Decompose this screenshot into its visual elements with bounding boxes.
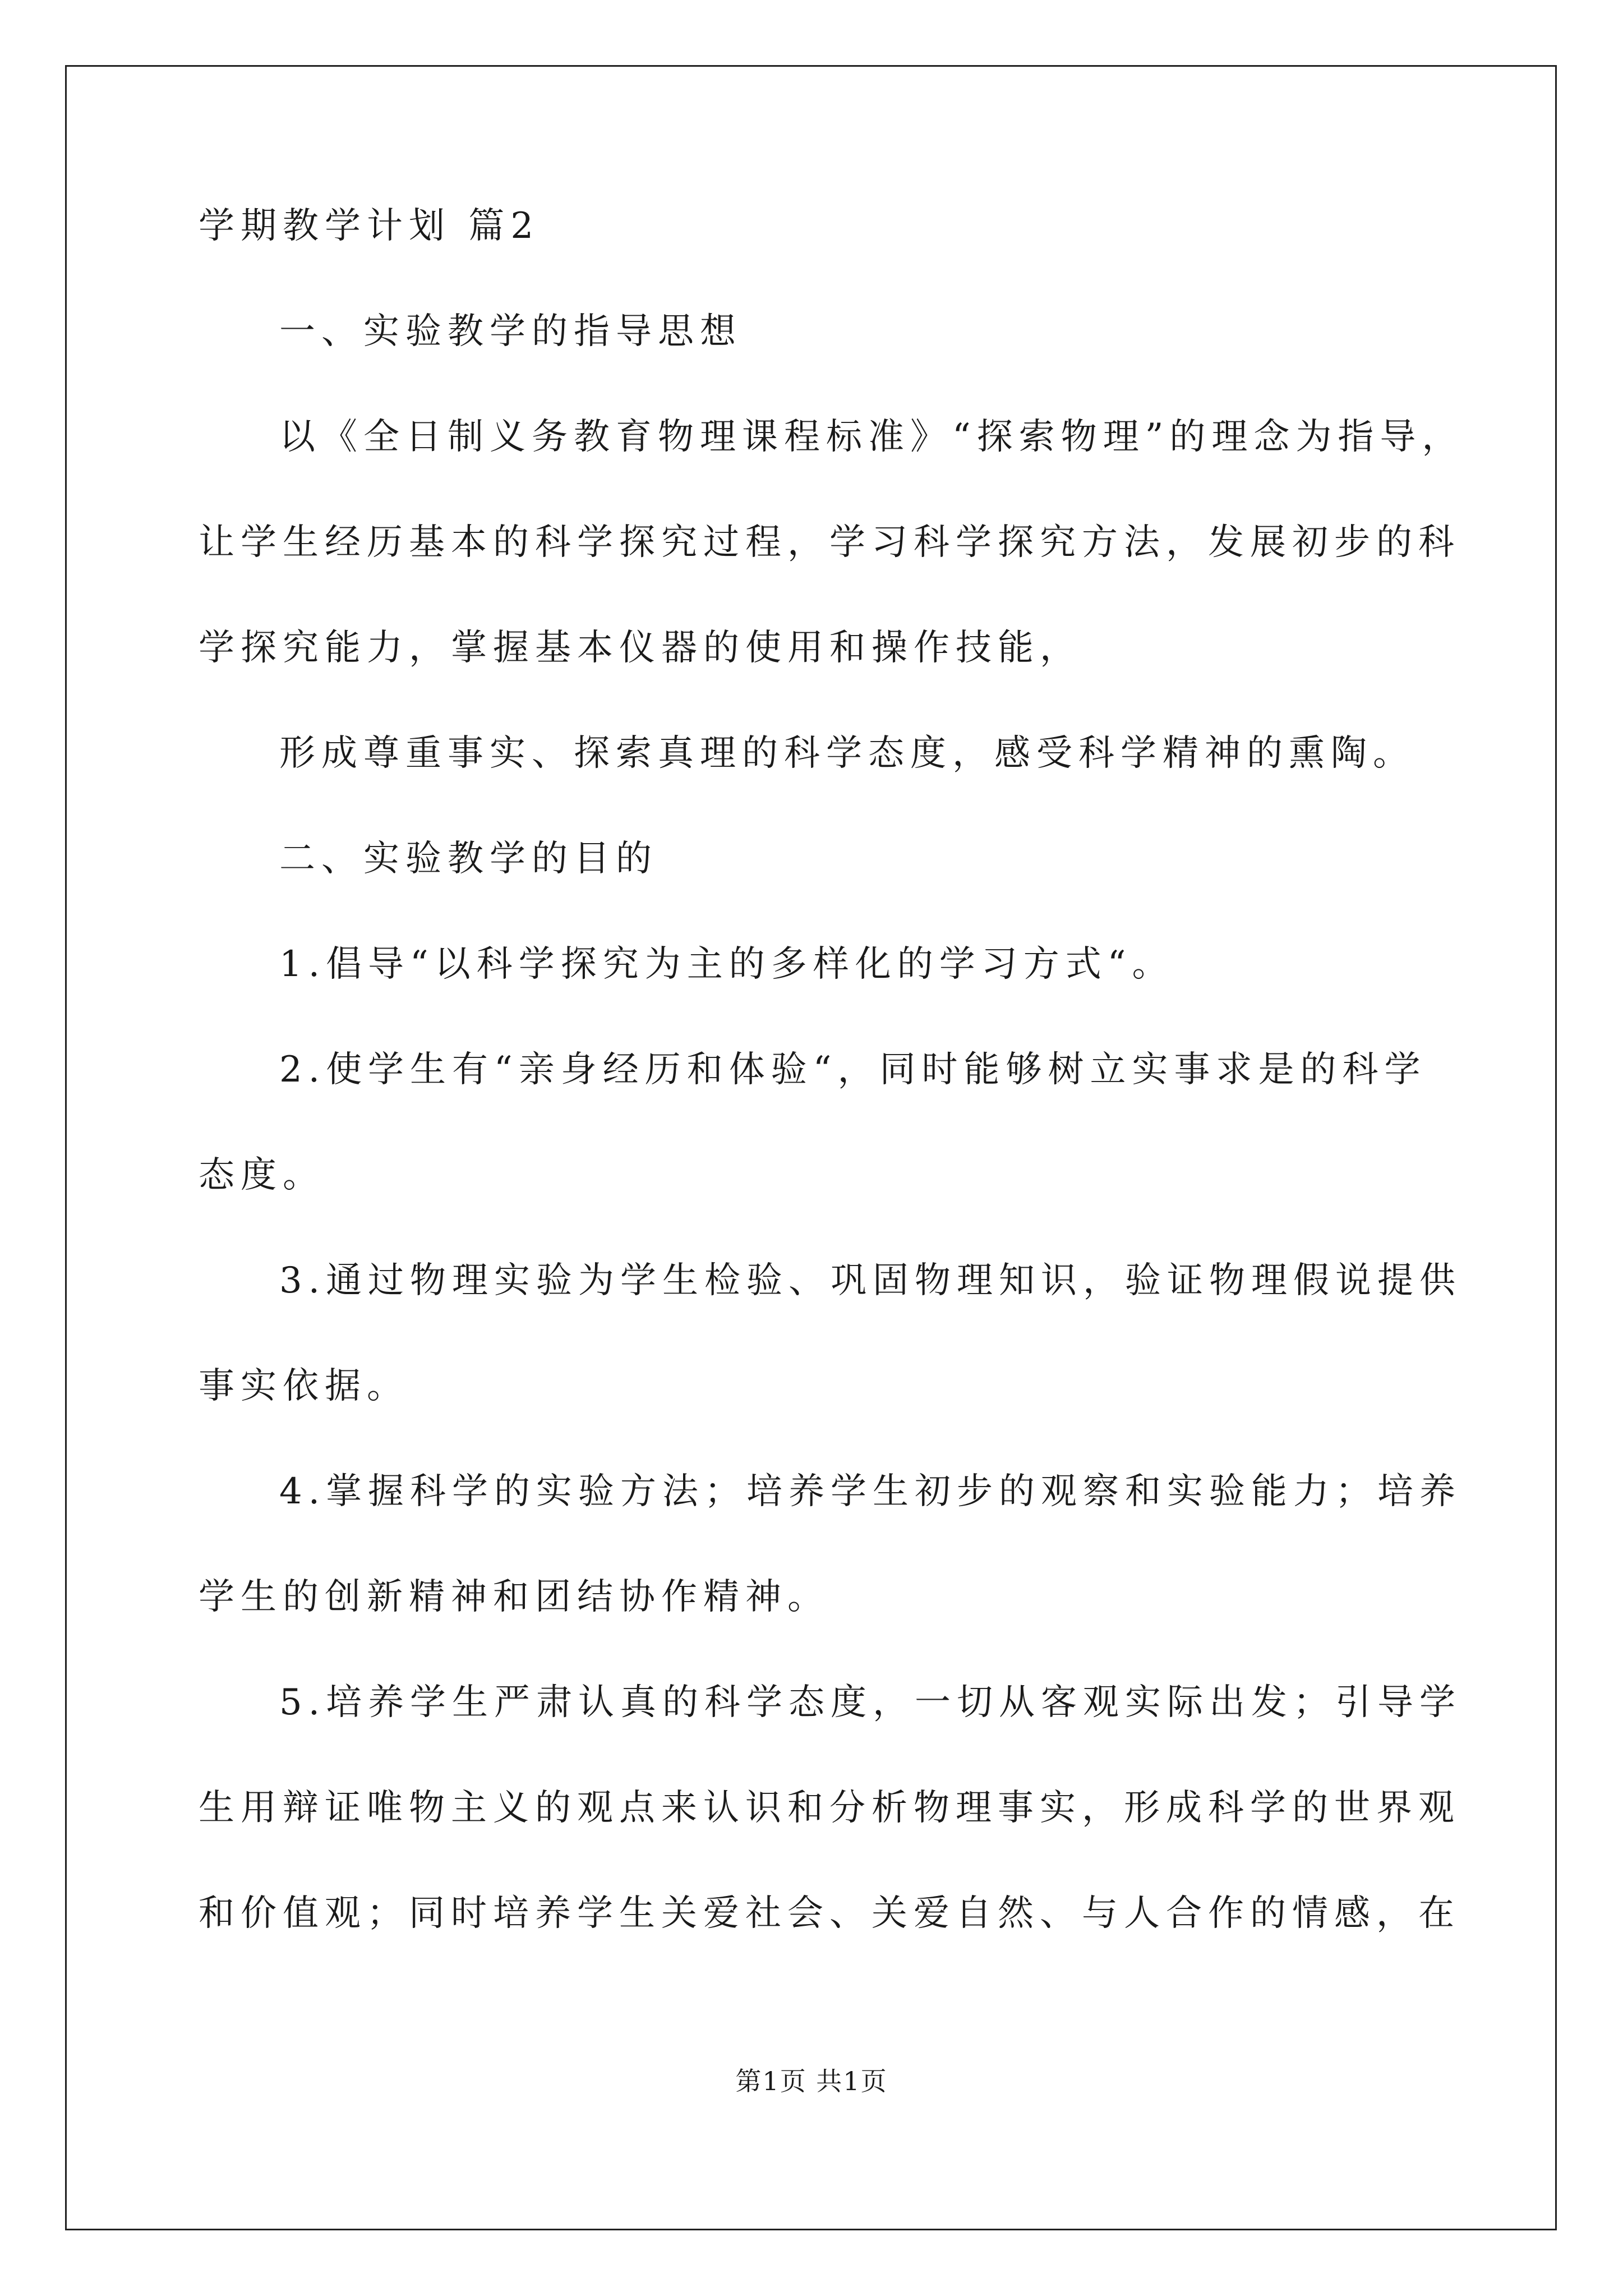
document-title: 学期教学计划 篇2 [199,205,540,247]
section-heading-2: 二、实验教学的目的 [279,838,658,880]
list-item-1: 1.倡导“以科学探究为主的多样化的学习方式“。 [279,944,1174,985]
list-item-4-cont: 学生的创新精神和团结协作精神。 [199,1576,829,1618]
paragraph-line: 以《全日制义务教育物理课程标准》“探索物理”的理念为指导， [279,416,1464,458]
list-item-3-cont: 事实依据。 [199,1365,409,1407]
list-item-3: 3.通过物理实验为学生检验、巩固物理知识，验证物理假说提供 [279,1260,1462,1301]
list-item-2: 2.使学生有“亲身经历和体验“，同时能够树立实事求是的科学 [279,1049,1427,1091]
paragraph-line: 让学生经历基本的科学探究过程，学习科学探究方法，发展初步的科 [199,522,1460,563]
list-item-2-cont: 态度。 [199,1154,325,1196]
paragraph-line: 形成尊重事实、探索真理的科学态度，感受科学精神的熏陶。 [279,733,1415,774]
section-heading-1: 一、实验教学的指导思想 [279,311,742,352]
page-number-footer: 第1页 共1页 [735,2066,888,2096]
list-item-5: 5.培养学生严肃认真的科学态度，一切从客观实际出发；引导学 [279,1682,1462,1723]
list-item-5-cont: 和价值观；同时培养学生关爱社会、关爱自然、与人合作的情感，在 [199,1893,1460,1934]
document-body [199,199,1464,1940]
list-item-5-cont: 生用辩证唯物主义的观点来认识和分析物理事实，形成科学的世界观 [199,1787,1460,1829]
paragraph-line: 学探究能力，掌握基本仪器的使用和操作技能， [199,627,1082,669]
list-item-4: 4.掌握科学的实验方法；培养学生初步的观察和实验能力；培养 [279,1471,1462,1512]
